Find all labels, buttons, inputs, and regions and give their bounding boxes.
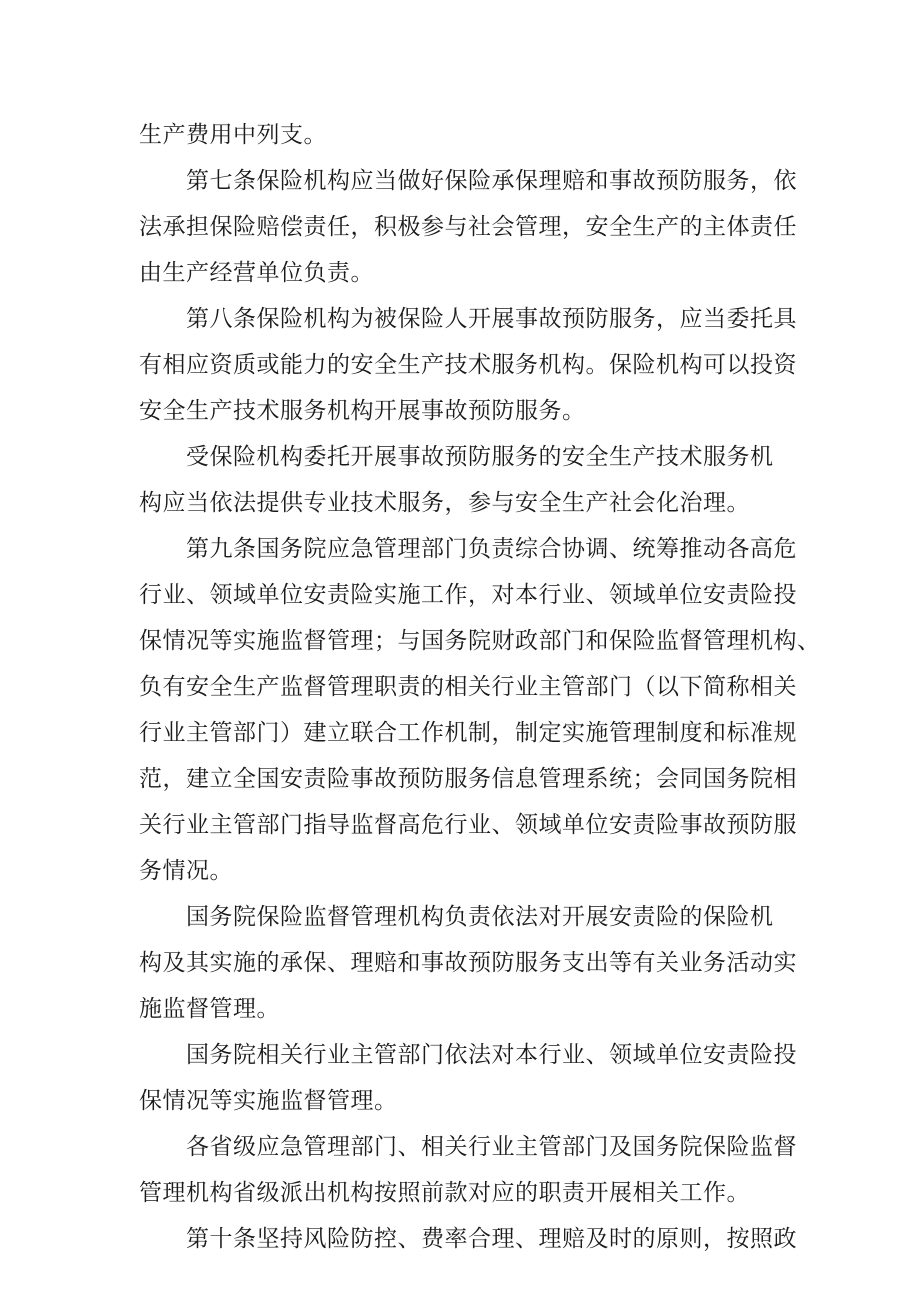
text-line: 受保险机构委托开展事故预防服务的安全生产技术服务机: [186, 444, 774, 470]
text-line: 有相应资质或能力的安全生产技术服务机构。保险机构可以投资: [139, 352, 797, 378]
text-line: 务情况。: [139, 858, 233, 884]
text-line: 由生产经营单位负责。: [139, 260, 374, 286]
text-line: 管理机构省级派出机构按照前款对应的职责开展相关工作。: [139, 1180, 750, 1206]
text-line: 行业、领域单位安责险实施工作，对本行业、领域单位安责险投: [139, 582, 797, 608]
text-line: 国务院相关行业主管部门依法对本行业、领域单位安责险投: [186, 1042, 797, 1068]
text-line: 范，建立全国安责险事故预防服务信息管理系统；会同国务院相: [139, 766, 797, 792]
text-line: 构及其实施的承保、理赔和事故预防服务支出等有关业务活动实: [139, 950, 797, 976]
text-line: 第七条保险机构应当做好保险承保理赔和事故预防服务，依: [186, 168, 797, 194]
text-line: 行业主管部门）建立联合工作机制，制定实施管理制度和标准规: [139, 720, 797, 746]
text-line: 第十条坚持风险防控、费率合理、理赔及时的原则，按照政: [186, 1226, 797, 1252]
text-line: 关行业主管部门指导监督高危行业、领域单位安责险事故预防服: [139, 812, 797, 838]
text-line: 第八条保险机构为被保险人开展事故预防服务，应当委托具: [186, 306, 797, 332]
text-line: 保情况等实施监督管理。: [139, 1088, 398, 1114]
text-line: 各省级应急管理部门、相关行业主管部门及国务院保险监督: [186, 1134, 797, 1160]
text-line: 施监督管理。: [139, 996, 280, 1022]
text-line: 国务院保险监督管理机构负责依法对开展安责险的保险机: [186, 904, 774, 930]
text-line: 负有安全生产监督管理职责的相关行业主管部门（以下简称相关: [139, 674, 797, 700]
text-line: 生产费用中列支。: [139, 122, 327, 148]
text-line: 构应当依法提供专业技术服务，参与安全生产社会化治理。: [139, 490, 750, 516]
text-line: 第九条国务院应急管理部门负责综合协调、统筹推动各高危: [186, 536, 797, 562]
text-line: 法承担保险赔偿责任，积极参与社会管理，安全生产的主体责任: [139, 214, 797, 240]
text-line: 保情况等实施监督管理；与国务院财政部门和保险监督管理机构、: [139, 628, 821, 654]
text-line: 安全生产技术服务机构开展事故预防服务。: [139, 398, 586, 424]
document-body: [139, 112, 821, 1262]
